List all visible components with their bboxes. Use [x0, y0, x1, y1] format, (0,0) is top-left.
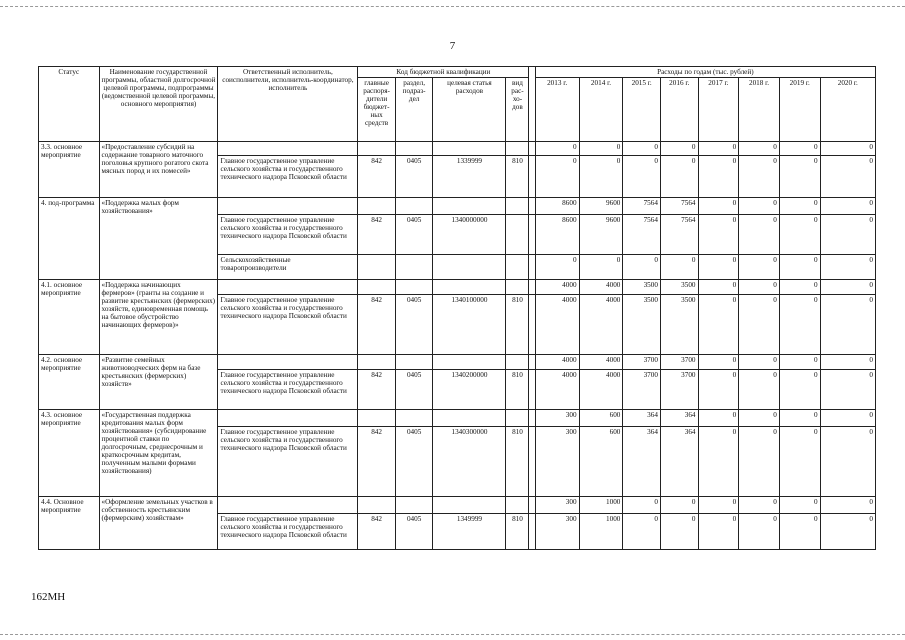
row-value: 4000	[579, 355, 623, 370]
row-section	[395, 255, 433, 280]
row-value: 0	[820, 142, 875, 156]
row-value: 0	[739, 410, 780, 427]
budget-table	[38, 66, 876, 550]
row-value: 7564	[660, 198, 698, 215]
row-value: 0	[820, 355, 875, 370]
page-number: 7	[449, 40, 456, 52]
row-value: 0	[579, 156, 623, 198]
row-value: 0	[779, 198, 820, 215]
row-value: 0	[698, 255, 739, 280]
row-grbs	[358, 142, 396, 156]
header-year: 2016 г.	[660, 78, 698, 142]
header-year: 2015 г.	[623, 78, 661, 142]
row-grbs: 842	[358, 370, 396, 410]
row-value: 0	[698, 497, 739, 514]
row-section	[395, 198, 433, 215]
row-value: 0	[779, 215, 820, 255]
row-value: 0	[820, 215, 875, 255]
row-grbs	[358, 198, 396, 215]
row-kind: 810	[506, 156, 529, 198]
table-row	[39, 280, 876, 295]
row-value: 0	[739, 142, 780, 156]
row-executor: Главное государственное управление сельского хозяйства и государственного технического надзора Псковской области	[218, 295, 358, 355]
header-article: целевая статья расходов	[433, 78, 506, 142]
table-row	[39, 142, 876, 156]
row-value: 4000	[535, 280, 579, 295]
row-executor	[218, 280, 358, 295]
row-value: 0	[698, 427, 739, 497]
row-grbs: 842	[358, 156, 396, 198]
row-kind	[506, 255, 529, 280]
row-value: 0	[739, 370, 780, 410]
row-value: 0	[698, 198, 739, 215]
row-value: 0	[820, 370, 875, 410]
row-value: 4000	[579, 370, 623, 410]
row-executor: Главное государственное управление сельского хозяйства и государственного технического надзора Псковской области	[218, 514, 358, 550]
row-section: 0405	[395, 427, 433, 497]
row-article: 1340200000	[433, 370, 506, 410]
row-value: 0	[698, 142, 739, 156]
row-status: 4.2. основное мероприятие	[39, 355, 100, 410]
row-name: «Развитие семейных животноводческих ферм на базе крестьянских (фермерских) хозяйств»	[99, 355, 218, 410]
row-value: 300	[535, 410, 579, 427]
row-value: 0	[660, 142, 698, 156]
row-value: 0	[820, 156, 875, 198]
header-expenses: Расходы по годам (тыс. рублей)	[535, 67, 875, 78]
row-value: 0	[739, 215, 780, 255]
row-value: 0	[623, 255, 661, 280]
row-value: 0	[820, 427, 875, 497]
row-name: «Государственная поддержка кредитования малых форм хозяйствования» (субсидирование процентной ставки по долгосрочным, среднесрочным и краткосрочным кредитам, полученным малыми формами хозяйствования)	[99, 410, 218, 497]
row-section: 0405	[395, 295, 433, 355]
row-article	[433, 410, 506, 427]
row-section	[395, 142, 433, 156]
row-value: 4000	[579, 280, 623, 295]
row-article: 1340000000	[433, 215, 506, 255]
row-value: 0	[779, 255, 820, 280]
row-executor	[218, 410, 358, 427]
row-value: 0	[820, 295, 875, 355]
row-executor: Главное государственное управление сельского хозяйства и государственного технического надзора Псковской области	[218, 427, 358, 497]
row-value: 3500	[660, 280, 698, 295]
row-section	[395, 355, 433, 370]
row-kind: 810	[506, 295, 529, 355]
row-executor	[218, 497, 358, 514]
row-value: 3700	[623, 355, 661, 370]
row-name: «Предоставление субсидий на содержание товарного маточного поголовья крупного рогатого скота мясных пород и их помесей»	[99, 142, 218, 198]
header-kind: вид рас-хо-дов	[506, 78, 529, 142]
header-section: раздел, подраз-дел	[395, 78, 433, 142]
row-value: 0	[820, 497, 875, 514]
row-value: 0	[739, 280, 780, 295]
row-value: 9600	[579, 198, 623, 215]
row-value: 0	[535, 255, 579, 280]
row-grbs	[358, 355, 396, 370]
row-executor: Главное государственное управление сельского хозяйства и государственного технического надзора Псковской области	[218, 370, 358, 410]
row-value: 0	[660, 514, 698, 550]
row-value: 3700	[660, 355, 698, 370]
row-value: 1000	[579, 514, 623, 550]
header-executor: Ответственный исполнитель, соисполнители, исполнитель-координатор, исполнитель	[218, 67, 358, 142]
row-value: 0	[779, 370, 820, 410]
row-article	[433, 497, 506, 514]
row-executor	[218, 198, 358, 215]
row-value: 0	[698, 355, 739, 370]
row-executor: Главное государственное управление сельского хозяйства и государственного технического надзора Псковской области	[218, 156, 358, 198]
row-value: 0	[660, 497, 698, 514]
row-value: 0	[579, 142, 623, 156]
row-grbs: 842	[358, 514, 396, 550]
table-row	[39, 497, 876, 514]
row-value: 4000	[535, 355, 579, 370]
row-executor: Главное государственное управление сельского хозяйства и государственного технического надзора Псковской области	[218, 215, 358, 255]
row-article	[433, 280, 506, 295]
row-value: 9600	[579, 215, 623, 255]
row-value: 3500	[623, 280, 661, 295]
row-section: 0405	[395, 215, 433, 255]
row-value: 0	[779, 355, 820, 370]
row-section: 0405	[395, 370, 433, 410]
row-value: 0	[739, 427, 780, 497]
row-value: 0	[739, 355, 780, 370]
row-grbs	[358, 497, 396, 514]
header-budget-code: Код бюджетной квалификации	[358, 67, 529, 78]
row-value: 0	[698, 295, 739, 355]
row-value: 0	[698, 410, 739, 427]
row-value: 7564	[623, 215, 661, 255]
row-value: 4000	[535, 295, 579, 355]
row-value: 600	[579, 427, 623, 497]
row-kind	[506, 198, 529, 215]
row-value: 0	[820, 514, 875, 550]
row-grbs: 842	[358, 427, 396, 497]
row-kind	[506, 410, 529, 427]
row-value: 7564	[623, 198, 661, 215]
row-status: 3.3. основное мероприятие	[39, 142, 100, 198]
row-section: 0405	[395, 514, 433, 550]
row-value: 600	[579, 410, 623, 427]
row-value: 300	[535, 514, 579, 550]
row-value: 0	[698, 156, 739, 198]
header-year: 2020 г.	[820, 78, 875, 142]
row-kind	[506, 497, 529, 514]
row-value: 0	[739, 497, 780, 514]
row-value: 0	[623, 497, 661, 514]
row-value: 300	[535, 497, 579, 514]
row-section	[395, 497, 433, 514]
row-article: 1349999	[433, 514, 506, 550]
row-value: 0	[660, 156, 698, 198]
row-value: 0	[698, 280, 739, 295]
row-value: 8600	[535, 198, 579, 215]
row-grbs	[358, 410, 396, 427]
row-executor	[218, 355, 358, 370]
row-value: 0	[820, 280, 875, 295]
row-value: 0	[779, 280, 820, 295]
header-year: 2018 г.	[739, 78, 780, 142]
row-article: 1340100000	[433, 295, 506, 355]
header-grbs: главные распоря-дители бюджет-ных средств	[358, 78, 396, 142]
row-name: «Оформление земельных участков в собственность крестьянским (фермерским) хозяйствам»	[99, 497, 218, 550]
row-value: 0	[779, 295, 820, 355]
row-value: 4000	[535, 370, 579, 410]
row-value: 0	[623, 156, 661, 198]
row-value: 0	[698, 215, 739, 255]
row-status: 4.1. основное мероприятие	[39, 280, 100, 355]
row-value: 1000	[579, 497, 623, 514]
row-value: 0	[739, 255, 780, 280]
table-row	[39, 355, 876, 370]
row-value: 0	[739, 295, 780, 355]
row-value: 364	[623, 410, 661, 427]
table-row	[39, 410, 876, 427]
row-value: 7564	[660, 215, 698, 255]
row-value: 3700	[660, 370, 698, 410]
row-grbs: 842	[358, 295, 396, 355]
row-value: 8600	[535, 215, 579, 255]
row-kind: 810	[506, 370, 529, 410]
row-name: «Поддержка малых форм хозяйствования»	[99, 198, 218, 280]
header-status: Статус	[39, 67, 100, 142]
header-year: 2014 г.	[579, 78, 623, 142]
row-value: 0	[739, 198, 780, 215]
row-status: 4.4. Основное мероприятие	[39, 497, 100, 550]
row-value: 0	[779, 142, 820, 156]
table-row	[39, 198, 876, 215]
header-name: Наименование государственной программы, областной долгосрочной целевой программы, подпрограммы (ведомственной целевой программы, основного мероприятия)	[99, 67, 218, 142]
row-status: 4.3. основное мероприятие	[39, 410, 100, 497]
row-value: 0	[579, 255, 623, 280]
row-value: 0	[623, 514, 661, 550]
row-article	[433, 198, 506, 215]
row-value: 0	[779, 427, 820, 497]
row-value: 0	[623, 142, 661, 156]
row-article: 1339999	[433, 156, 506, 198]
row-value: 3700	[623, 370, 661, 410]
row-value: 0	[820, 198, 875, 215]
row-value: 0	[660, 255, 698, 280]
row-value: 0	[779, 410, 820, 427]
row-grbs	[358, 280, 396, 295]
row-article	[433, 255, 506, 280]
row-name: «Поддержка начинающих фермеров» (гранты на создание и развитие крестьянских (фермерских) хозяйств, единовременная помощь на бытовое обустройство начинающих фермеров)»	[99, 280, 218, 355]
row-kind: 810	[506, 427, 529, 497]
row-value: 0	[820, 410, 875, 427]
row-value: 300	[535, 427, 579, 497]
row-kind	[506, 355, 529, 370]
row-kind: 810	[506, 514, 529, 550]
row-article: 1340300000	[433, 427, 506, 497]
row-executor: Сельскохозяйственные товаропроизводители	[218, 255, 358, 280]
row-value: 0	[739, 156, 780, 198]
row-status: 4. под-программа	[39, 198, 100, 280]
row-value: 3500	[660, 295, 698, 355]
header-year: 2017 г.	[698, 78, 739, 142]
row-kind	[506, 142, 529, 156]
row-value: 0	[779, 156, 820, 198]
header-year: 2013 г.	[535, 78, 579, 142]
row-grbs: 842	[358, 215, 396, 255]
row-value: 4000	[579, 295, 623, 355]
header-year: 2019 г.	[779, 78, 820, 142]
footer-code: 162МН	[31, 591, 66, 603]
row-value: 0	[779, 514, 820, 550]
row-value: 0	[698, 370, 739, 410]
row-value: 0	[779, 497, 820, 514]
row-section	[395, 280, 433, 295]
row-value: 0	[535, 156, 579, 198]
row-value: 0	[820, 255, 875, 280]
row-kind	[506, 215, 529, 255]
row-value: 0	[698, 514, 739, 550]
row-value: 0	[535, 142, 579, 156]
row-value: 364	[623, 427, 661, 497]
row-article	[433, 142, 506, 156]
row-value: 3500	[623, 295, 661, 355]
row-section	[395, 410, 433, 427]
row-value: 364	[660, 410, 698, 427]
row-executor	[218, 142, 358, 156]
row-grbs	[358, 255, 396, 280]
row-article	[433, 355, 506, 370]
row-kind	[506, 280, 529, 295]
row-value: 0	[739, 514, 780, 550]
row-section: 0405	[395, 156, 433, 198]
row-value: 364	[660, 427, 698, 497]
